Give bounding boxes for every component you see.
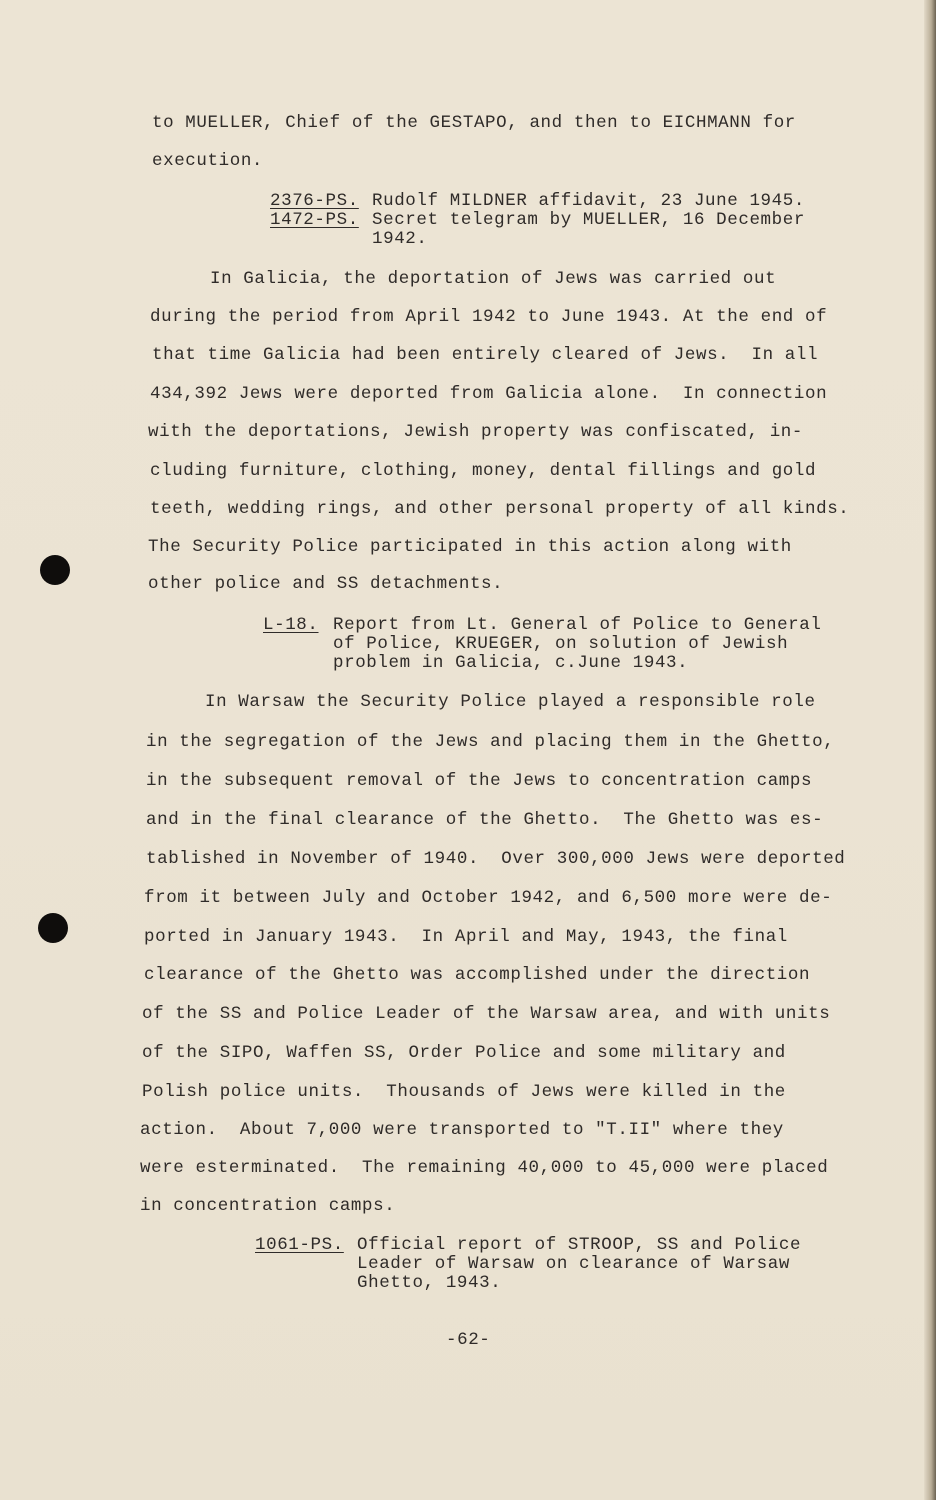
punch-hole — [38, 913, 68, 943]
text-line: during the period from April 1942 to June 1943. At the end of — [150, 307, 828, 327]
citation — [270, 211, 870, 251]
page-number: -62- — [446, 1330, 491, 1350]
text-line: and in the final clearance of the Ghetto. The Ghetto was es- — [146, 810, 824, 830]
text-line: Polish police units. Thousands of Jews were killed in the — [142, 1082, 786, 1102]
text-line: that time Galicia had been entirely cleared of Jews. In all — [152, 345, 819, 365]
text-line: other police and SS detachments. — [148, 574, 504, 594]
text-line: action. About 7,000 were transported to "T.II" where they — [140, 1120, 784, 1140]
citation — [263, 616, 863, 676]
citation-text: Official report of STROOP, SS and Police Leader of Warsaw on clearance of Warsaw Ghetto, 1943. — [357, 1235, 802, 1293]
text-line: in concentration camps. — [140, 1196, 396, 1216]
citation — [270, 192, 870, 212]
text-line: with the deportations, Jewish property was confiscated, in- — [148, 422, 804, 442]
text-line: In Warsaw the Security Police played a responsible role — [205, 692, 816, 712]
citation-text: Secret telegram by MUELLER, 16 December 1942. — [372, 210, 805, 249]
text-line: clearance of the Ghetto was accomplished under the direction — [144, 965, 811, 985]
citation-code: L-18. — [263, 615, 319, 635]
text-line: from it between July and October 1942, and 6,500 more were de- — [144, 888, 833, 908]
citation-text: Rudolf MILDNER affidavit, 23 June 1945. — [372, 191, 805, 211]
text-line: to MUELLER, Chief of the GESTAPO, and then to EICHMANN for — [152, 113, 796, 133]
text-line: tablished in November of 1940. Over 300,000 Jews were deported — [146, 849, 846, 869]
text-line: of the SS and Police Leader of the Warsaw area, and with units — [142, 1004, 831, 1024]
text-line: cluding furniture, clothing, money, dental fillings and gold — [150, 461, 817, 481]
text-line: The Security Police participated in this action along with — [148, 537, 792, 557]
text-line: teeth, wedding rings, and other personal property of all kinds. — [150, 499, 850, 519]
citation — [255, 1236, 855, 1296]
text-line: In Galicia, the deportation of Jews was carried out — [210, 269, 777, 289]
citation-code: 1061-PS. — [255, 1235, 344, 1255]
text-line: were esterminated. The remaining 40,000 to 45,000 were placed — [140, 1158, 829, 1178]
text-line: 434,392 Jews were deported from Galicia alone. In connection — [150, 384, 828, 404]
text-line: ported in January 1943. In April and May, 1943, the final — [144, 927, 788, 947]
citation-code: 1472-PS. — [270, 210, 359, 230]
punch-hole — [40, 555, 70, 585]
text-line: in the segregation of the Jews and placing them in the Ghetto, — [146, 732, 835, 752]
citation-code: 2376-PS. — [270, 191, 359, 211]
text-line: of the SIPO, Waffen SS, Order Police and some military and — [142, 1043, 786, 1063]
text-line: in the subsequent removal of the Jews to concentration camps — [146, 771, 813, 791]
paper-edge — [924, 0, 936, 1500]
text-line: execution. — [152, 151, 264, 171]
citation-text: Report from Lt. General of Police to General of Police, KRUEGER, on solution of Jewish problem in Galicia, c.June 1943. — [333, 615, 822, 673]
